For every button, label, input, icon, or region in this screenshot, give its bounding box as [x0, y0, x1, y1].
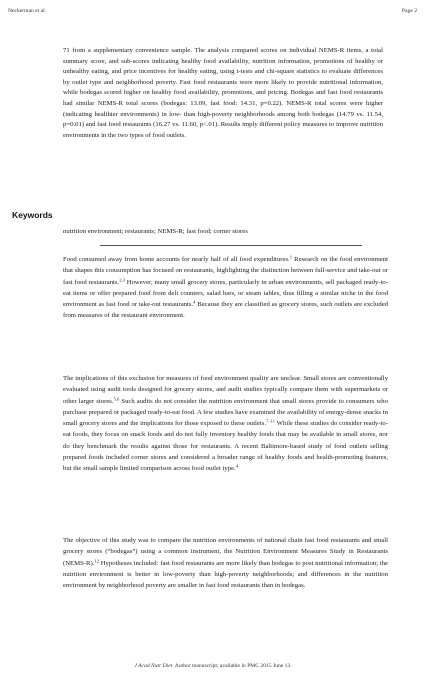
intro-paragraph-3: [63, 535, 388, 591]
page-number: Page 2: [401, 8, 417, 14]
keywords-list: nutrition environment; restaurants; NEMS-R; fast food; corner stores: [63, 228, 248, 235]
text-run: Such audits do not consider the nutrition environment that small stores provide to consumers who purchase prepared or packaged ready-to-eat food. A few studies have examined the availability of energy-dense snacks in small grocery stores and the implications for those exposed to these outlets.: [63, 397, 388, 428]
text-run: The objective of this study was to compare the nutrition environments of national chain fast food restaurants and small grocery stores (“bodegas”) using a common instrument, the Nutrition Environment Measures Study in Restaurants (NEMS-R).: [63, 537, 388, 567]
page-footer: [0, 663, 426, 669]
text-run: While these studies do consider ready-to-eat foods, they focus on snack foods and do not fully inventory healthy foods that may be available in small stores, nor do they benchmark the results against those for restaurants. A recent Baltimore-based study of food outlets selling prepared foods included corner stores and considered a broader range of healthy foods and health-promoting features, but the small sample limited comparison across food outlet type.: [63, 420, 388, 473]
intro-paragraph-1: [63, 254, 388, 322]
text-run: Food consumed away from home accounts for nearly half of all food expenditures.: [63, 256, 290, 263]
keywords-heading: Keywords: [12, 210, 53, 220]
citation-ref[interactable]: 2,3: [119, 277, 125, 282]
manuscript-note: . Author manuscript; available in PMC 2015 June 13.: [172, 663, 292, 669]
abstract-continuation: 71 from a supplementary convenience sample. The analysis compared scores on individual NEMS-R items, a total summary score, and sub-scores indicating healthy food availability, nutrition information, promotions of healthy or unhealthy eating, and price incentives for healthy eating, using t-tests and chi-square statistics to evaluate differences by outlet type and neighborhood poverty. Fast food restaurants were more likely to provide nutritional information, while bodegas scored higher on healthy food availability, promotions, and pricing. Bodegas and fast food restaurants had similar NEMS-R total scores (bodegas: 13.09, fast food: 14.31, p=0.22). NEMS-R total scores were higher (indicating healthier environments) in low- than high-poverty neighborhoods among both bodegas (14.79 vs. 11.54, p=0.01) and fast food restaurants (16.27 vs. 11.60, p<.01). Results imply different policy measures to improve nutrition environments in the two types of food outlets.: [63, 47, 383, 139]
text-run: However, many small grocery stores, particularly in urban environments, sell packaged ready-to-eat items or offer prepared food from deli counters, salad bars, or steam tables, thus filling a similar niche in the food environment as fast food or take-out restaurants.: [63, 278, 388, 309]
journal-name: J Acad Nutr Diet: [134, 663, 173, 669]
intro-paragraph-2: [63, 373, 388, 475]
citation-ref[interactable]: 4: [193, 299, 196, 305]
citation-ref[interactable]: 5,6: [113, 396, 120, 401]
text-run: Because they are classified as grocery stores, such outlets are excluded from measures of the restaurant environment.: [63, 301, 389, 320]
citation-ref[interactable]: 12: [94, 558, 99, 563]
citation-ref[interactable]: 1: [289, 254, 293, 260]
text-run: The implications of this exclusion for measures of food environment quality are unclear. Small stores are conventionally evaluated using audit tools designed for grocery stores, and audit studies typically compare them with supermarkets or other larger stores.: [63, 375, 388, 405]
citation-ref[interactable]: 7–11: [266, 418, 276, 424]
text-run: Hypotheses included: fast food restaurants are more likely than bodegas to post nutritional information; the nutrition environment is better in low-poverty than high-poverty neighborhoods; and differences in the nutrition environment by neighborhood poverty are smaller in fast food restaurants than in bodegas.: [63, 559, 388, 590]
section-divider: [100, 245, 362, 246]
text-run: Research on the food environment that shapes this consumption has focused on restaurants, highlighting the distinction between full-service and take-out or fast food restaurants.: [63, 256, 388, 286]
citation-ref[interactable]: 4: [235, 463, 239, 469]
running-header-authors: Neckerman et al.: [8, 8, 47, 14]
